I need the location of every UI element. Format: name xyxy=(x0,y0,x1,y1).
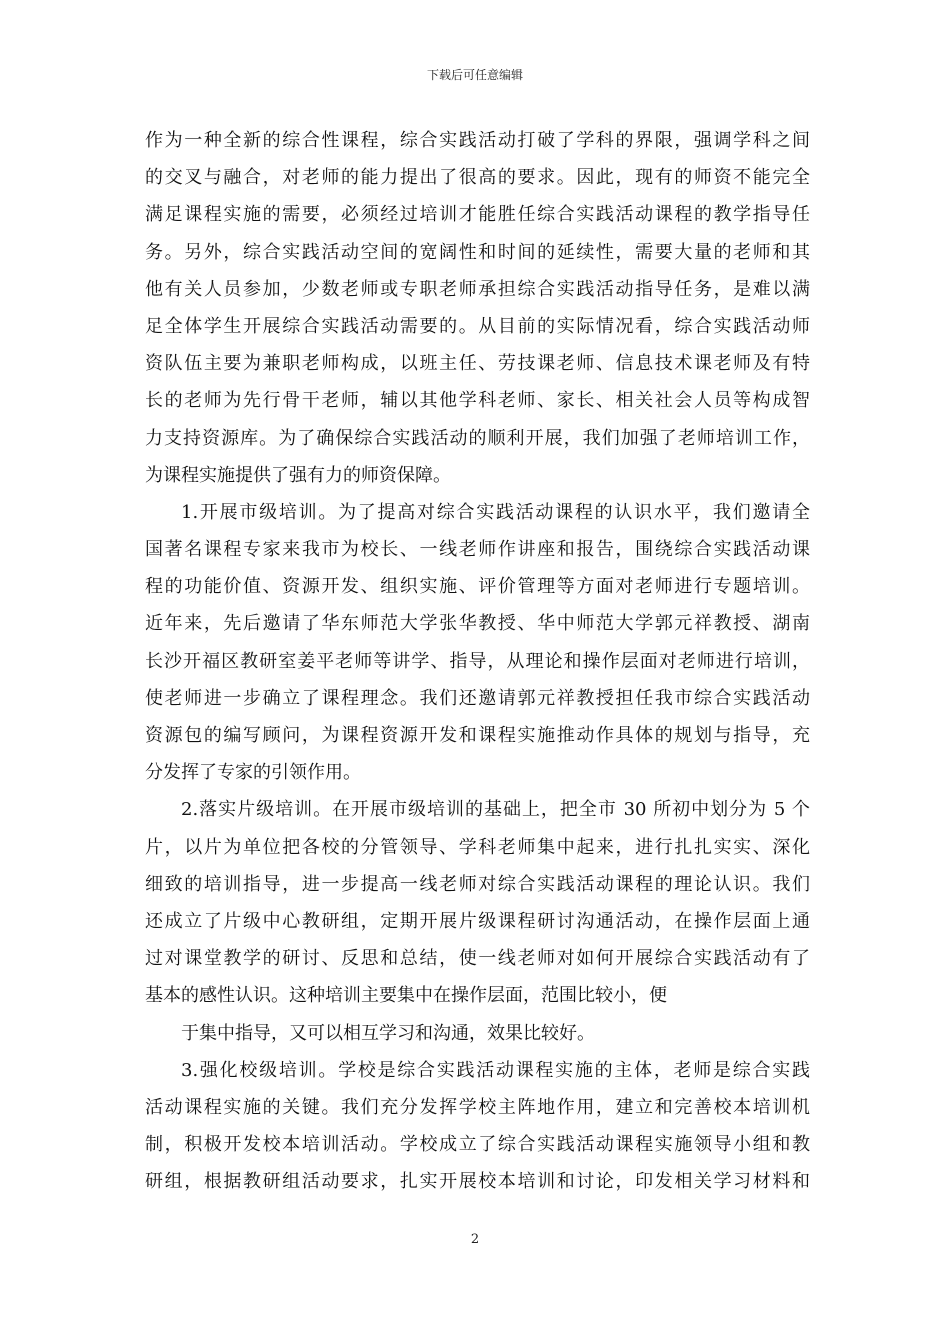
text-line: 1.开展市级培训。为了提高对综合实践活动课程的认识水平，我们邀请全 xyxy=(181,501,810,523)
text-line: 分发挥了专家的引领作用。 xyxy=(145,762,361,784)
text-line: 过对课堂教学的研讨、反思和总结，使一线老师对如何开展综合实践活动有了 xyxy=(145,948,810,970)
text-line: 足全体学生开展综合实践活动需要的。从目前的实际情况看，综合实践活动师 xyxy=(145,315,810,337)
text-line: 长沙开福区教研室姜平老师等讲学、指导，从理论和操作层面对老师进行培训， xyxy=(145,650,810,672)
text-line: 2.落实片级培训。在开展市级培训的基础上，把全市 30 所初中划分为 5 个 xyxy=(181,799,810,821)
text-line: 程的功能价值、资源开发、组织实施、评价管理等方面对老师进行专题培训。 xyxy=(145,576,810,598)
text-line: 国著名课程专家来我市为校长、一线老师作讲座和报告，围绕综合实践活动课 xyxy=(145,539,810,561)
text-line: 使老师进一步确立了课程理念。我们还邀请郭元祥教授担任我市综合实践活动 xyxy=(145,687,810,709)
text-line: 作为一种全新的综合性课程，综合实践活动打破了学科的界限，强调学科之间 xyxy=(145,130,810,151)
text-line: 还成立了片级中心教研组，定期开展片级课程研讨沟通活动，在操作层面上通 xyxy=(145,910,810,932)
text-line: 资队伍主要为兼职老师构成，以班主任、劳技课老师、信息技术课老师及有特 xyxy=(145,353,810,375)
text-line: 基本的感性认识。这种培训主要集中在操作层面，范围比较小，便 xyxy=(145,985,667,1007)
text-line: 活动课程实施的关键。我们充分发挥学校主阵地作用，建立和完善校本培训机 xyxy=(145,1096,810,1118)
text-line: 满足课程实施的需要，必须经过培训才能胜任综合实践活动课程的教学指导任 xyxy=(145,204,810,226)
page-number: 2 xyxy=(470,1232,480,1247)
text-line: 的交叉与融合，对老师的能力提出了很高的要求。因此，现有的师资不能完全 xyxy=(145,167,810,189)
document-body xyxy=(145,122,810,1200)
text-line: 长的老师为先行骨干老师，辅以其他学科老师、家长、相关社会人员等构成智 xyxy=(145,390,810,412)
text-line: 片，以片为单位把各校的分管领导、学科老师集中起来，进行扎扎实实、深化 xyxy=(145,836,810,858)
text-line: 资源包的编写顾问，为课程资源开发和课程实施推动作具体的规划与指导，充 xyxy=(145,725,810,746)
text-line: 于集中指导，又可以相互学习和沟通，效果比较好。 xyxy=(181,1022,595,1044)
text-line: 细致的培训指导，进一步提高一线老师对综合实践活动课程的理论认识。我们 xyxy=(145,873,810,895)
text-line: 力支持资源库。为了确保综合实践活动的顺利开展，我们加强了老师培训工作， xyxy=(145,427,810,449)
text-line: 他有关人员参加，少数老师或专职老师承担综合实践活动指导任务，是难以满 xyxy=(145,278,810,300)
page-header: 下载后可任意编辑 xyxy=(426,68,523,82)
text-line: 制，积极开发校本培训活动。学校成立了综合实践活动课程实施领导小组和教 xyxy=(145,1134,810,1156)
text-line: 3.强化校级培训。学校是综合实践活动课程实施的主体，老师是综合实践 xyxy=(181,1059,810,1081)
text-line: 务。另外，综合实践活动空间的宽阔性和时间的延续性，需要大量的老师和其 xyxy=(145,241,810,263)
text-line: 为课程实施提供了强有力的师资保障。 xyxy=(145,464,451,486)
text-line: 近年来，先后邀请了华东师范大学张华教授、华中师范大学郭元祥教授、湖南 xyxy=(145,613,810,635)
text-line: 研组，根据教研组活动要求，扎实开展校本培训和讨论，印发相关学习材料和 xyxy=(145,1171,810,1193)
